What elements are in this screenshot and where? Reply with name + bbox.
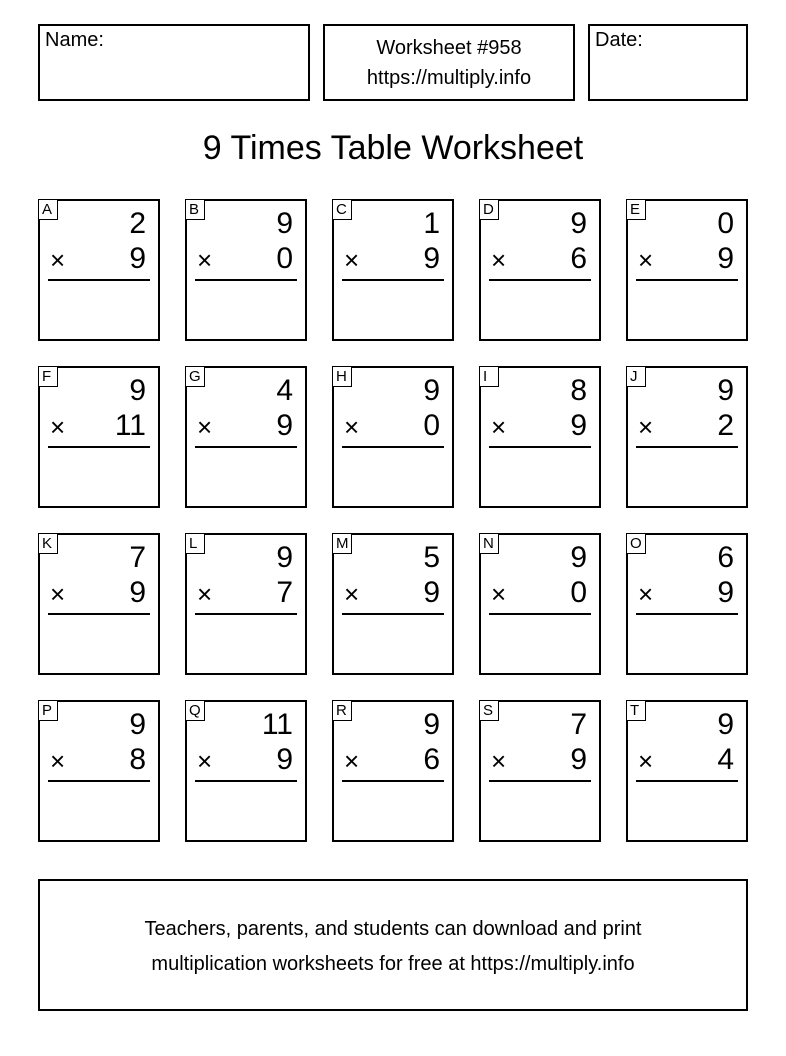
- worksheet-number: Worksheet #958: [376, 37, 522, 59]
- problem-bottom-number: 0: [276, 242, 293, 275]
- problem-card: [626, 366, 748, 508]
- problem-card: [626, 199, 748, 341]
- problem-bottom-number: 9: [423, 242, 440, 275]
- problem-letter: K: [38, 533, 58, 554]
- problem-letter: E: [626, 199, 646, 220]
- problem-bottom-number: 0: [423, 409, 440, 442]
- problem-letter: D: [479, 199, 499, 220]
- answer-line: [489, 279, 591, 281]
- problem-bottom-number: 9: [423, 576, 440, 609]
- page-title: 9 Times Table Worksheet: [202, 129, 584, 167]
- worksheet-website: https://multiply.info: [366, 67, 532, 89]
- answer-line: [48, 279, 150, 281]
- answer-line: [48, 613, 150, 615]
- problem-top-number: 9: [717, 708, 734, 741]
- problem-letter: C: [332, 199, 352, 220]
- answer-line: [195, 613, 297, 615]
- problem-card: [626, 533, 748, 675]
- answer-line: [342, 446, 444, 448]
- problem-card: [626, 700, 748, 842]
- problem-card: [38, 700, 160, 842]
- problem-top-number: 7: [129, 541, 146, 574]
- multiply-sign: ×: [491, 746, 507, 776]
- problem-bottom-number: 4: [717, 743, 734, 776]
- problem-bottom-number: 9: [717, 242, 734, 275]
- problem-card: [479, 700, 601, 842]
- answer-line: [489, 780, 591, 782]
- footer-line-1: Teachers, parents, and students can download and print: [144, 918, 642, 940]
- problem-top-number: 9: [423, 708, 440, 741]
- problem-card: [38, 366, 160, 508]
- problem-bottom-number: 9: [276, 743, 293, 776]
- multiply-sign: ×: [638, 746, 654, 776]
- problem-bottom-number: 9: [570, 409, 587, 442]
- problem-letter: B: [185, 199, 205, 220]
- problem-bottom-number: 9: [717, 576, 734, 609]
- problem-top-number: 11: [261, 708, 293, 741]
- problem-bottom-number: 7: [276, 576, 293, 609]
- problem-card: [185, 199, 307, 341]
- problem-bottom-number: 2: [717, 409, 734, 442]
- multiply-sign: ×: [50, 245, 66, 275]
- answer-line: [342, 613, 444, 615]
- problem-card: [479, 533, 601, 675]
- answer-line: [342, 780, 444, 782]
- multiply-sign: ×: [638, 579, 654, 609]
- multiply-sign: ×: [491, 412, 507, 442]
- problem-top-number: 7: [570, 708, 587, 741]
- problem-top-number: 9: [276, 207, 293, 240]
- multiply-sign: ×: [491, 579, 507, 609]
- problem-card: [185, 700, 307, 842]
- problem-letter: T: [626, 700, 646, 721]
- multiply-sign: ×: [638, 245, 654, 275]
- answer-line: [636, 279, 738, 281]
- answer-line: [195, 780, 297, 782]
- answer-line: [195, 446, 297, 448]
- problem-bottom-number: 6: [570, 242, 587, 275]
- problem-letter: S: [479, 700, 499, 721]
- problem-card: [332, 199, 454, 341]
- multiply-sign: ×: [344, 746, 360, 776]
- problem-card: [38, 533, 160, 675]
- problem-card: [38, 199, 160, 341]
- multiply-sign: ×: [344, 245, 360, 275]
- problem-bottom-number: 0: [570, 576, 587, 609]
- answer-line: [48, 780, 150, 782]
- problem-bottom-number: 9: [570, 743, 587, 776]
- problem-top-number: 9: [570, 207, 587, 240]
- problem-letter: M: [332, 533, 352, 554]
- date-field-box: [588, 24, 748, 101]
- multiply-sign: ×: [50, 412, 66, 442]
- problem-card: [479, 366, 601, 508]
- footer-line-2: multiplication worksheets for free at https://multiply.info: [151, 953, 635, 975]
- answer-line: [342, 279, 444, 281]
- problem-bottom-number: 9: [276, 409, 293, 442]
- name-field-box: [38, 24, 310, 101]
- problem-card: [332, 700, 454, 842]
- answer-line: [489, 446, 591, 448]
- problem-top-number: 9: [276, 541, 293, 574]
- footer-note: [38, 879, 748, 1011]
- problem-bottom-number: 11: [114, 409, 146, 442]
- problem-top-number: 0: [717, 207, 734, 240]
- date-label: Date:: [595, 29, 643, 51]
- problem-letter: F: [38, 366, 58, 387]
- multiply-sign: ×: [344, 412, 360, 442]
- problem-top-number: 4: [276, 374, 293, 407]
- multiply-sign: ×: [638, 412, 654, 442]
- problem-card: [185, 366, 307, 508]
- problem-bottom-number: 6: [423, 743, 440, 776]
- problem-letter: H: [332, 366, 352, 387]
- problem-letter: N: [479, 533, 499, 554]
- worksheet-info-box: [323, 24, 575, 101]
- problem-top-number: 1: [423, 207, 440, 240]
- answer-line: [48, 446, 150, 448]
- problem-card: [332, 533, 454, 675]
- multiply-sign: ×: [491, 245, 507, 275]
- answer-line: [195, 279, 297, 281]
- problem-letter: G: [185, 366, 205, 387]
- problem-letter: P: [38, 700, 58, 721]
- problem-top-number: 8: [570, 374, 587, 407]
- problem-letter: A: [38, 199, 58, 220]
- problem-top-number: 9: [717, 374, 734, 407]
- problem-bottom-number: 8: [129, 743, 146, 776]
- multiply-sign: ×: [344, 579, 360, 609]
- problem-top-number: 9: [129, 374, 146, 407]
- problem-letter: O: [626, 533, 646, 554]
- problem-card: [479, 199, 601, 341]
- problem-bottom-number: 9: [129, 242, 146, 275]
- problem-card: [185, 533, 307, 675]
- answer-line: [636, 613, 738, 615]
- name-label: Name:: [45, 29, 104, 51]
- problem-bottom-number: 9: [129, 576, 146, 609]
- answer-line: [489, 613, 591, 615]
- multiply-sign: ×: [197, 746, 213, 776]
- problem-top-number: 5: [423, 541, 440, 574]
- multiply-sign: ×: [50, 579, 66, 609]
- multiply-sign: ×: [197, 579, 213, 609]
- problem-letter: L: [185, 533, 205, 554]
- problem-letter: R: [332, 700, 352, 721]
- problem-letter: I: [479, 366, 499, 387]
- problem-top-number: 6: [717, 541, 734, 574]
- problem-top-number: 9: [570, 541, 587, 574]
- answer-line: [636, 446, 738, 448]
- multiply-sign: ×: [197, 245, 213, 275]
- problem-letter: J: [626, 366, 646, 387]
- problem-letter: Q: [185, 700, 205, 721]
- problem-top-number: 9: [129, 708, 146, 741]
- problem-card: [332, 366, 454, 508]
- multiply-sign: ×: [50, 746, 66, 776]
- problem-top-number: 9: [423, 374, 440, 407]
- problem-top-number: 2: [129, 207, 146, 240]
- answer-line: [636, 780, 738, 782]
- multiply-sign: ×: [197, 412, 213, 442]
